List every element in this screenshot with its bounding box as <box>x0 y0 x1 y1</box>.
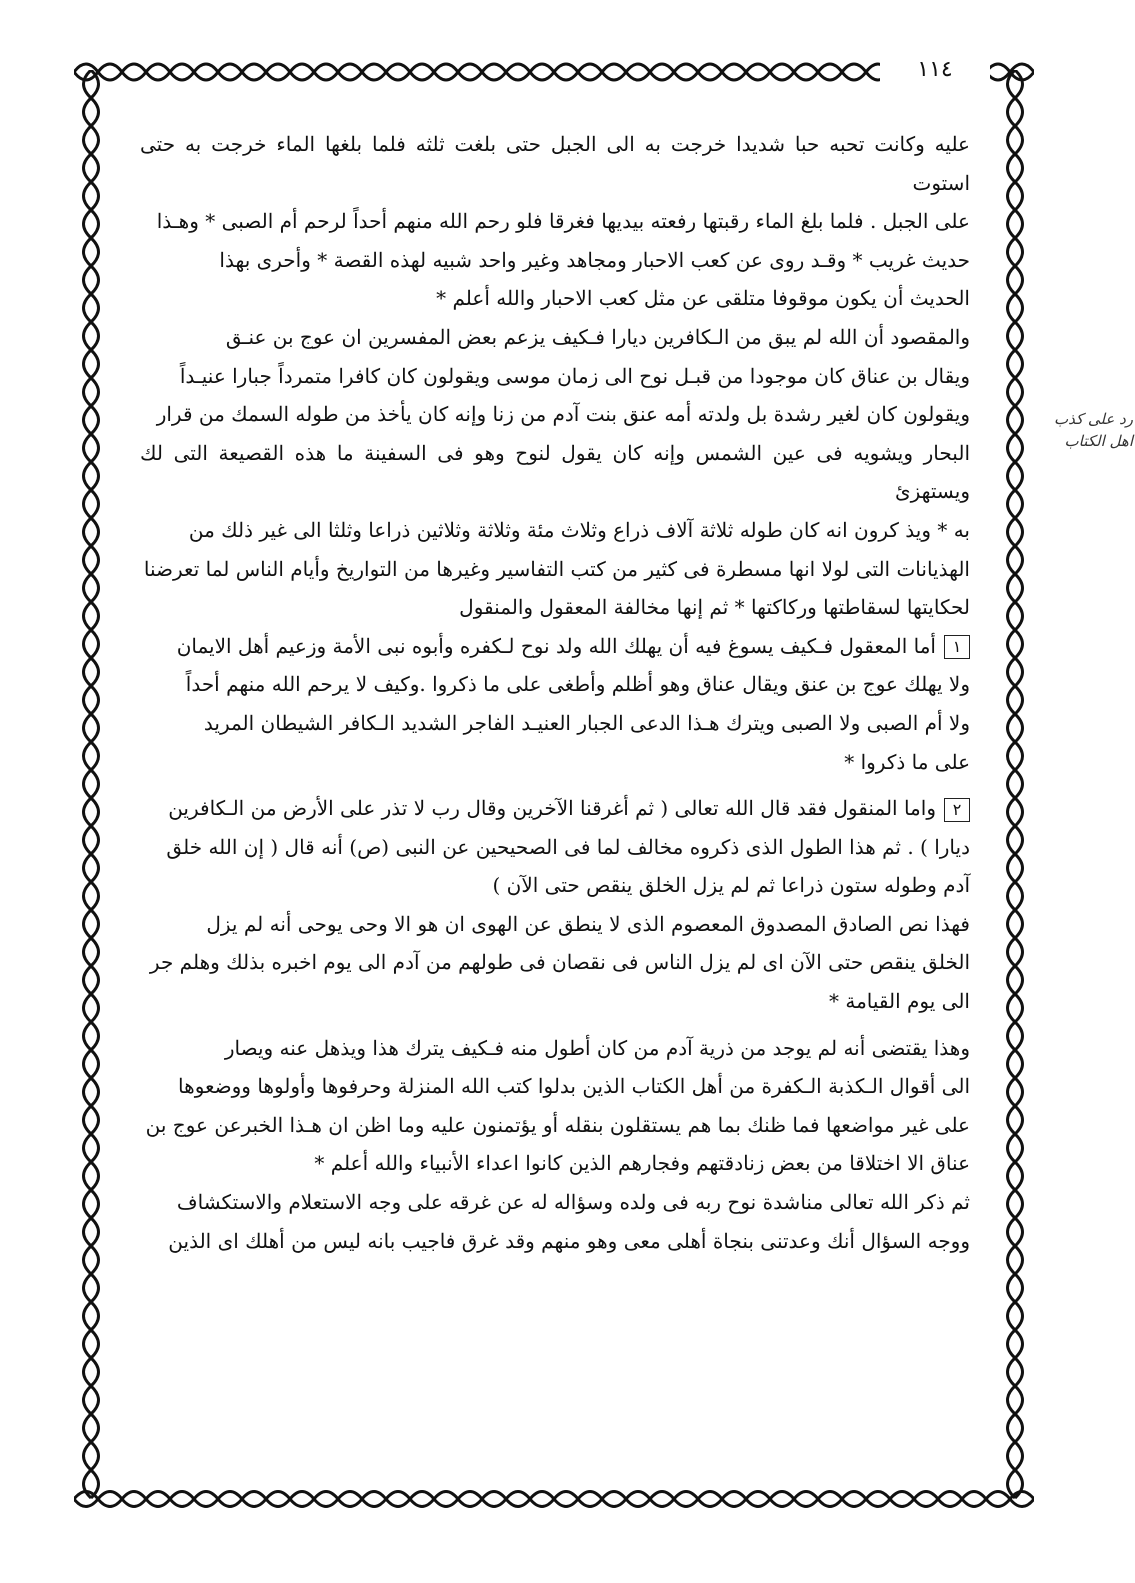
text-line: على غير مواضعها فما ظنك بما هم يستقلون بنقله أو يؤتمنون عليه وما اظن ان هـذا الخبرعن عوج بن <box>145 1112 970 1137</box>
text-line: عناق الا اختلاقا من بعض زنادقتهم وفجارهم الذين كانوا اعداء الأنبياء والله أعلم * <box>314 1151 970 1176</box>
text-line: الخلق ينقص حتى الآن اى لم يزل الناس فى نقصان فى طولهم من آدم الى يوم اخبره بذلك وهلم جر <box>149 950 970 975</box>
margin-note <box>1038 408 1133 452</box>
ornamental-border-bottom <box>74 1482 1034 1516</box>
text-line: ووجه السؤال أنك وعدتنى بنجاة أهلى معى وهو منهم وقد غرق فاجيب بانه ليس من أهلك اى الذين <box>168 1228 970 1253</box>
text-line: الحديث أن يكون موقوفا متلقى عن مثل كعب الاحبار والله أعلم * <box>436 286 970 311</box>
margin-note-line: رد على كذب <box>1053 410 1133 428</box>
text-line: حديث غريب * وقـد روى عن كعب الاحبار ومجاهد وغير واحد شبيه لهذه القصة * وأحرى بهذا <box>219 247 970 272</box>
text-line <box>140 789 970 828</box>
text-line: لحكايتها لسقاطتها وركاكتها * ثم إنها مخالفة المعقول والمنقول <box>459 595 970 620</box>
paragraph-3 <box>140 627 970 781</box>
text-line: على الجبل . فلما بلغ الماء رقبتها رفعته بيديها فغرقا فلو رحم الله منهم أحداً لرحم أم الصبى * وهـذا <box>156 209 970 234</box>
paragraph-1 <box>140 125 970 318</box>
text-line: عليه وكانت تحبه حبا شديدا خرجت به الى الجبل حتى بلغت ثلثه فلما بلغها الماء خرجت به حتى استوت <box>140 132 970 195</box>
text-line: فهذا نص الصادق المصدوق المعصوم الذى لا ينطق عن الهوى ان هو الا وحى يوحى أنه لم يزل <box>206 911 970 936</box>
paragraph-6 <box>140 1029 970 1183</box>
text-line: آدم وطوله ستون ذراعا ثم لم يزل الخلق ينقص حتى الآن ) <box>492 873 970 898</box>
text-line: الهذيانات التى لولا انها مسطرة فى كثير من كتب التفاسير وغيرها من التواريخ وأيام الناس لما تعرضنا <box>143 556 970 581</box>
page-number: ١١٤ <box>880 52 990 88</box>
text-line: ويقال بن عناق كان موجودا من قبـل نوح الى زمان موسى ويقولون كان كافرا متمرداً جبارا عنيـداً <box>179 363 970 388</box>
text-line: ديارا ) . ثم هذا الطول الذى ذكروه مخالف لما فى الصحيحين عن النبى (ص) أنه قال ( إن الله خلق <box>166 834 970 859</box>
text-line: ويقولون كان لغير رشدة بل ولدته أمه عنق بنت آدم من زنا وإنه كان يأخذ من طوله السمك من قرار <box>156 402 970 427</box>
line-text: أما المعقول فـكيف يسوغ فيه أن يهلك الله ولد نوح لـكفره وأبوه نبى الأمة وزعيم أهل الايمان <box>176 633 936 658</box>
paragraph-5 <box>140 905 970 1021</box>
margin-note-line: اهل الكتاب <box>1064 432 1133 450</box>
text-line: به * ويذ كرون انه كان طوله ثلاثة آلاف ذراع وثلاث مئة وثلاثة وثلاثين ذراعا وثلثا الى غير ذلك من <box>188 517 970 542</box>
numbered-box: ١ <box>944 635 970 659</box>
paragraph-2 <box>140 318 970 627</box>
ornamental-border-right <box>998 70 1032 1500</box>
paragraph-4 <box>140 789 970 905</box>
text-line: وهذا يقتضى أنه لم يوجد من ذرية آدم من كان أطول منه فـكيف يترك هذا ويذهل عنه ويصار <box>224 1035 970 1060</box>
text-line: ولا يهلك عوج بن عنق ويقال عناق وهو أظلم وأطغى على ما ذكروا .وكيف لا يرحم الله منهم أحداً <box>185 672 970 697</box>
text-line <box>140 627 970 666</box>
numbered-box: ٢ <box>944 798 970 822</box>
text-line: على ما ذكروا * <box>844 749 970 774</box>
paragraph-7 <box>140 1183 970 1260</box>
page-body <box>140 125 970 1260</box>
text-line: الى يوم القيامة * <box>828 989 970 1014</box>
text-line: ثم ذكر الله تعالى مناشدة نوح ربه فى ولده وسؤاله له عن غرقه على وجه الاستعلام والاستكشاف <box>176 1190 970 1215</box>
text-line: الى أقوال الـكذبة الـكفرة من أهل الكتاب الذين بدلوا كتب الله المنزلة وحرفوها وأولوها ووضعوها <box>178 1074 970 1099</box>
text-line: والمقصود أن الله لم يبق من الـكافرين ديارا فـكيف يزعم بعض المفسرين ان عوج بن عنـق <box>225 324 970 349</box>
ornamental-border-left <box>74 70 108 1500</box>
text-line: البحار ويشويه فى عين الشمس وإنه كان يقول لنوح وهو فى السفينة ما هذه القصيعة التى لك ويستهزئ <box>140 440 970 504</box>
text-line: ولا أم الصبى ولا الصبى ويترك هـذا الدعى الجبار العنيـد الفاجر الشديد الـكافر الشيطان المريد <box>203 710 970 735</box>
line-text: واما المنقول فقد قال الله تعالى ( ثم أغرقنا الآخرين وقال رب لا تذر على الأرض من الـكافرين <box>168 796 936 821</box>
